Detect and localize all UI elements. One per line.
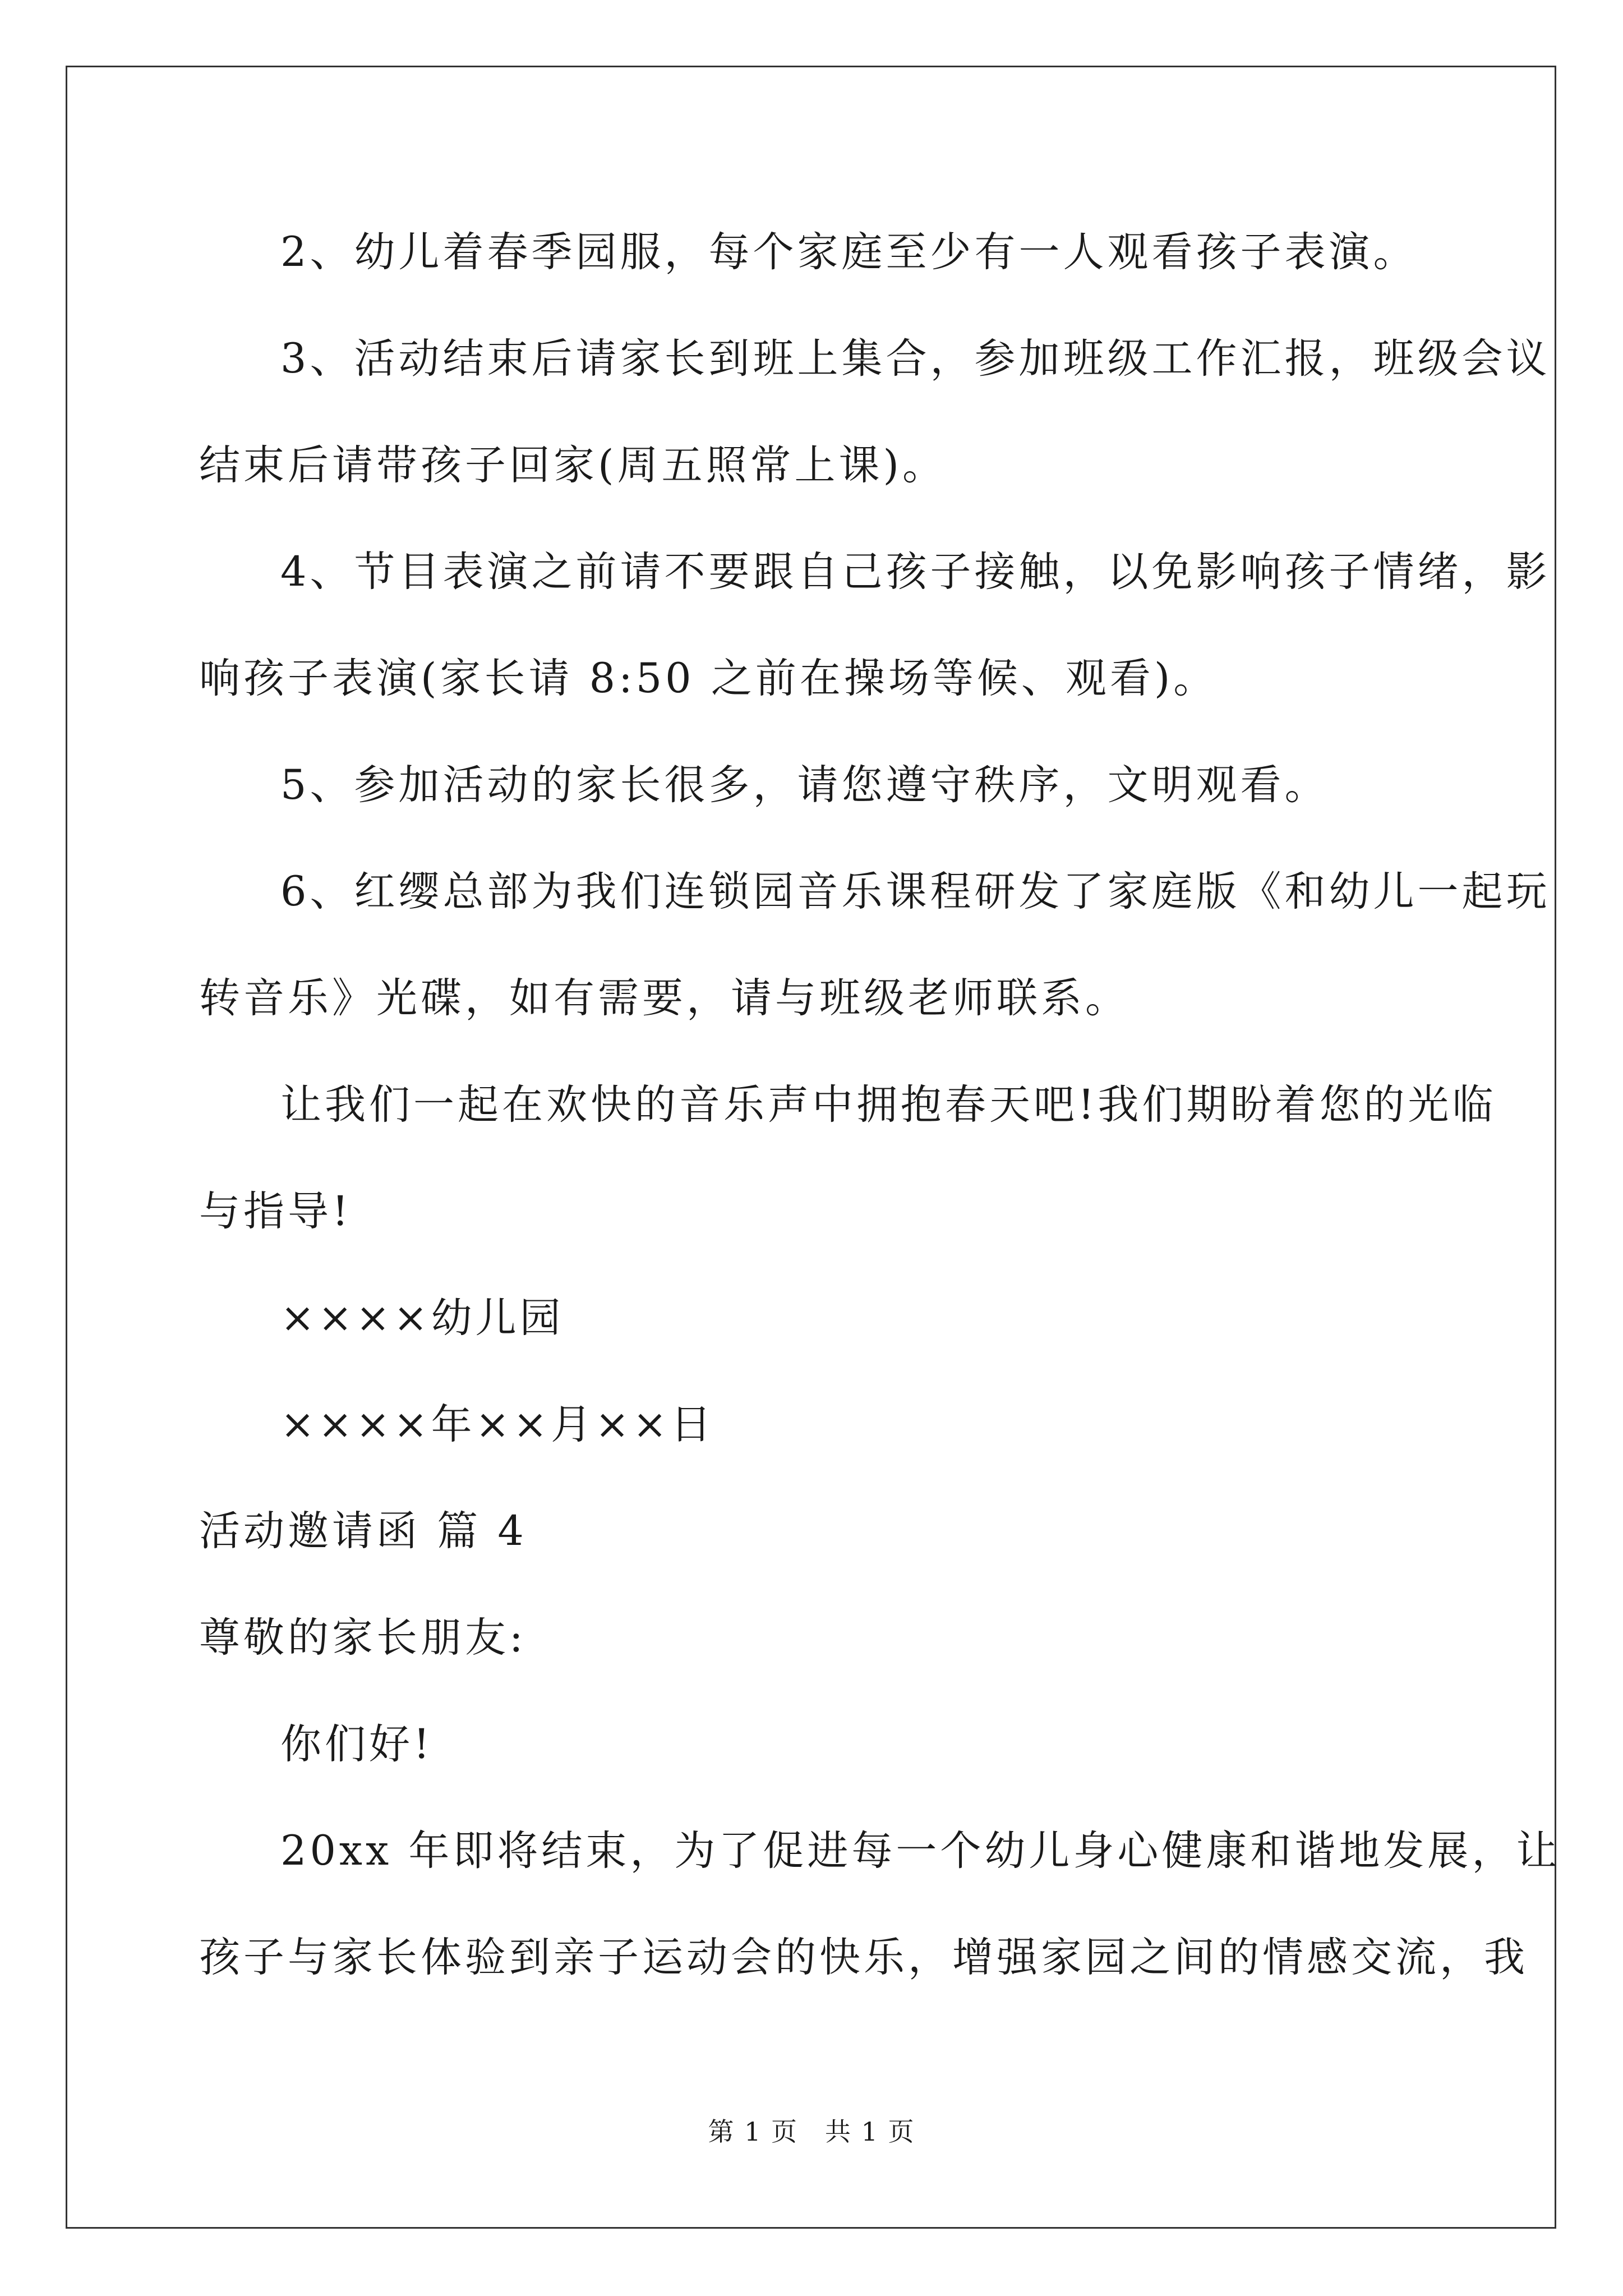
closing-paragraph-line-2: 与指导! (199, 1188, 352, 1235)
signature-date: ××××年××月××日 (280, 1401, 715, 1448)
paragraph-item-3-line-2: 结束后请带孩子回家(周五照常上课)。 (199, 441, 947, 489)
body-paragraph-line-2: 孩子与家长体验到亲子运动会的快乐，增强家园之间的情感交流，我 (199, 1934, 1528, 1981)
signature-organization: ××××幼儿园 (280, 1294, 564, 1342)
greeting: 你们好! (280, 1720, 434, 1768)
paragraph-item-4-line-1: 4、节目表演之前请不要跟自己孩子接触，以免影响孩子情绪，影 (280, 548, 1551, 596)
paragraph-item-4-line-2: 响孩子表演(家长请 8:50 之前在操场等候、观看)。 (199, 655, 1218, 702)
closing-paragraph-line-1: 让我们一起在欢快的音乐声中拥抱春天吧!我们期盼着您的光临 (280, 1081, 1497, 1129)
paragraph-item-5: 5、参加活动的家长很多，请您遵守秩序，文明观看。 (280, 761, 1329, 809)
page-border (66, 66, 1561, 2229)
paragraph-item-6-line-1: 6、红缨总部为我们连锁园音乐课程研发了家庭版《和幼儿一起玩 (280, 868, 1551, 915)
section-heading: 活动邀请函 篇 4 (199, 1507, 527, 1555)
page-number-footer: 第 1 页 共 1 页 (708, 2116, 915, 2147)
salutation: 尊敬的家长朋友: (199, 1614, 527, 1662)
paragraph-item-2: 2、幼儿着春季园服，每个家庭至少有一人观看孩子表演。 (280, 228, 1418, 276)
paragraph-item-3-line-1: 3、活动结束后请家长到班上集合，参加班级工作汇报，班级会议 (280, 335, 1551, 383)
paragraph-item-6-line-2: 转音乐》光碟，如有需要，请与班级老师联系。 (199, 974, 1129, 1022)
body-paragraph-line-1: 20xx 年即将结束，为了促进每一个幼儿身心健康和谐地发展，让 (280, 1827, 1561, 1875)
